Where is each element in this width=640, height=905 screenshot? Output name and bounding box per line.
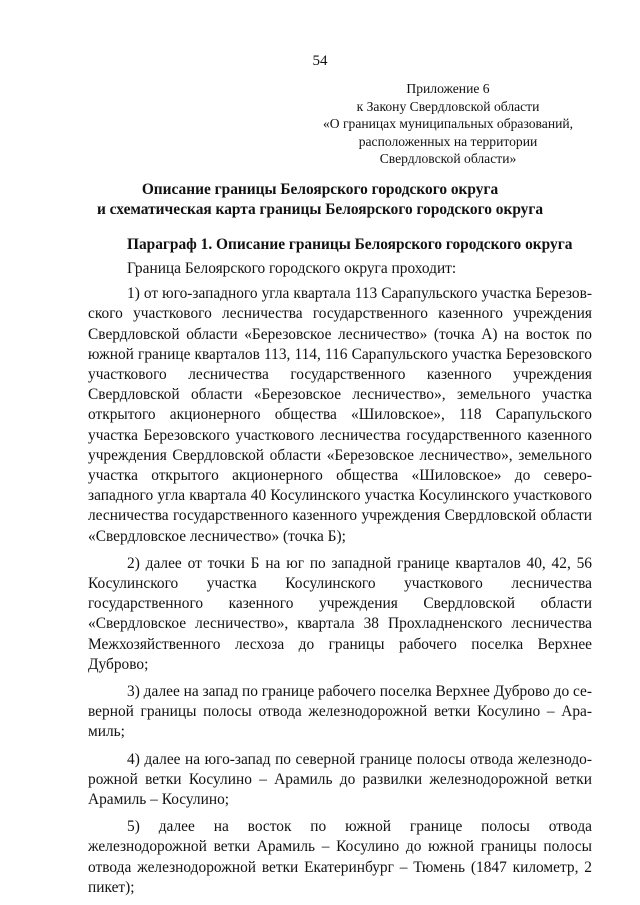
document-title <box>0 180 640 219</box>
appendix-line: расположенных на территории <box>358 133 538 149</box>
boundary-item: 4) далее на юго-запад по северной границе полосы отвода железнодорожной ветки Косулино – Арамиль до развилки железнодорожной ветки Арамиль – Косулино; <box>88 750 592 809</box>
boundary-item: 2) далее от точки Б на юг по западной границе кварталов 40, 42, 56 Косулинского участка Косулинского участкового лесничества государственного казенного учреждения Свердловской области «Свердловское лесничество», квартала 38 Прохладненского лесничества Межхозяйственного лесхоза до границы рабочего поселка Верхнее Дуброво; <box>88 554 592 673</box>
boundary-item: 3) далее на запад по границе рабочего поселка Верхнее Дуброво до северной границы полосы отвода железнодорожной ветки Косулино – Арамиль; <box>88 683 593 741</box>
appendix-line: Приложение 6 <box>406 81 490 96</box>
page-number: 54 <box>312 53 328 69</box>
appendix-note <box>308 80 588 168</box>
appendix-line: Свердловской области» <box>379 151 517 166</box>
body-text <box>88 259 592 905</box>
title-line: Описание границы Белоярского городского округа <box>141 181 499 198</box>
intro-paragraph: Граница Белоярского городского округа проходит: <box>127 260 457 277</box>
appendix-line: «О границах муниципальных образований, <box>322 116 574 131</box>
title-line: и схематическая карта границы Белоярского городского округа <box>96 200 544 218</box>
appendix-line: к Закону Свердловской области <box>356 98 540 114</box>
paragraph-heading: Параграф 1. Описание границы Белоярского городского округа <box>127 236 573 253</box>
boundary-item: 5) далее на восток по южной границе полосы отвода железнодорожной ветки Арамиль – Косулино до южной границы полосы отвода железнодорожной ветки Екатеринбург – Тюмень (1847 километр, 2 пикет); <box>88 818 592 896</box>
boundary-item: 1) от юго-западного угла квартала 113 Сарапульского участка Березовского участкового лесничества государственного казенного учреждения Свердловской области «Березовское лесничество» (точка А) на восток по южной границе кварталов 113, 114, 116 Сарапульского участка Березовского участкового лесничества государственного казенного учреждения Свердловской области «Березовское лесничество», земельного участка открытого акционерного общества «Шиловское», 118 Сарапульского участка Березовского участкового лесничества государственного казенного учреждения Свердловской области «Березовское лесничество», земельного участка открытого акционерного общества «Шиловское» до северо-западного угла квартала 40 Косулинского участка Косулинского участкового лесничества государственного казенного учреждения Свердловской области «Свердловское лесничество» (точка Б); <box>88 285 592 545</box>
